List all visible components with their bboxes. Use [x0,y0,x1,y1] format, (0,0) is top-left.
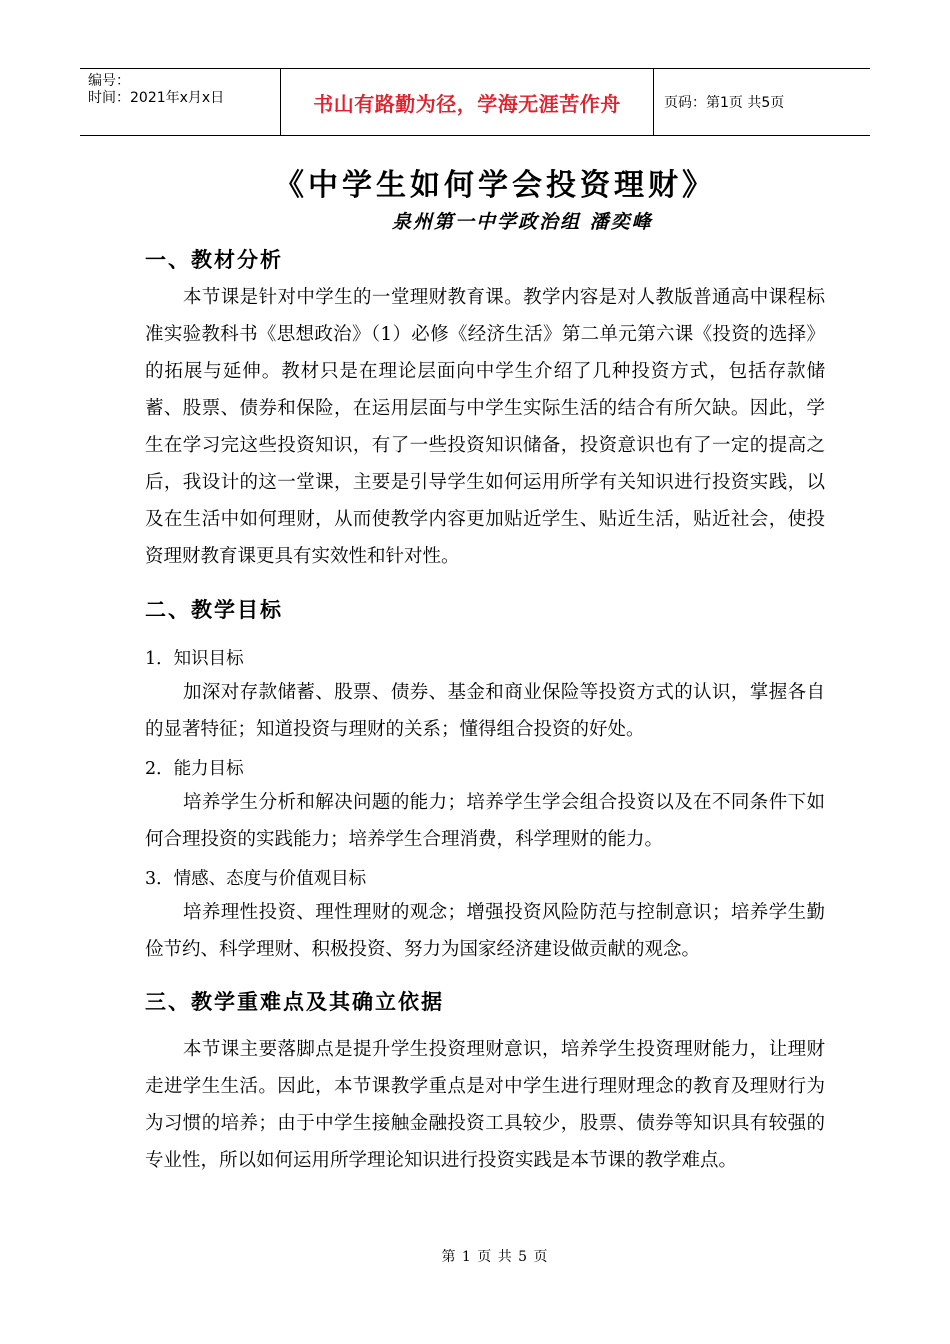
goal1-title: 1．知识目标 [145,649,244,669]
goal3-title: 3．情感、态度与价值观目标 [145,869,367,889]
motto: 书山有路勤为径，学海无涯苦作舟 [281,69,654,135]
section2-heading: 二、教学目标 [145,598,283,622]
section3-paragraph: 本节课主要落脚点是提升学生投资理财意识，培养学生投资理财能力，让理财走进学生生活。因此，本节课教学重点是对中学生进行理财理念的教育及理财行为为习惯的培养；由于中学生接触金融投资工具较少，股票、债券等知识具有较强的专业性，所以如何运用所学理论知识进行投资实践是本节课的教学难点。 [145,1039,825,1171]
goal3-text: 培养理性投资、理性理财的观念；增强投资风险防范与控制意识；培养学生勤俭节约、科学理财、积极投资、努力为国家经济建设做贡献的观念。 [145,902,825,960]
page-code: 页码：第1页 共5页 [664,95,785,111]
page-footer: 第 1 页 共 5 页 [441,1249,549,1265]
number-label: 编号： [88,73,130,89]
section3-heading: 三、教学重难点及其确立依据 [145,990,444,1014]
document-title: 《中学生如何学会投资理财》 [274,168,716,203]
author-line: 泉州第一中学政治组 潘奕峰 [392,211,653,233]
header-table [80,68,870,136]
time-label: 时间：2021年x月x日 [88,90,225,106]
header-left-cell [80,69,281,135]
goal2-text: 培养学生分析和解决问题的能力；培养学生学会组合投资以及在不同条件下如何合理投资的实践能力；培养学生合理消费，科学理财的能力。 [145,792,825,850]
goal1-text: 加深对存款储蓄、股票、债券、基金和商业保险等投资方式的认识，掌握各自的显著特征；知道投资与理财的关系；懂得组合投资的好处。 [145,682,825,740]
goal2-title: 2．能力目标 [145,759,244,779]
section1-heading: 一、教材分析 [145,248,283,272]
section1-paragraph: 本节课是针对中学生的一堂理财教育课。教学内容是对人教版普通高中课程标准实验教科书《思想政治》（1）必修《经济生活》第二单元第六课《投资的选择》的拓展与延伸。教材只是在理论层面向中学生介绍了几种投资方式，包括存款储蓄、股票、债券和保险，在运用层面与中学生实际生活的结合有所欠缺。因此，学生在学习完这些投资知识，有了一些投资知识储备，投资意识也有了一定的提高之后，我设计的这一堂课，主要是引导学生如何运用所学有关知识进行投资实践，以及在生活中如何理财，从而使教学内容更加贴近学生、贴近生活，贴近社会，使投资理财教育课更具有实效性和针对性。 [145,287,825,567]
